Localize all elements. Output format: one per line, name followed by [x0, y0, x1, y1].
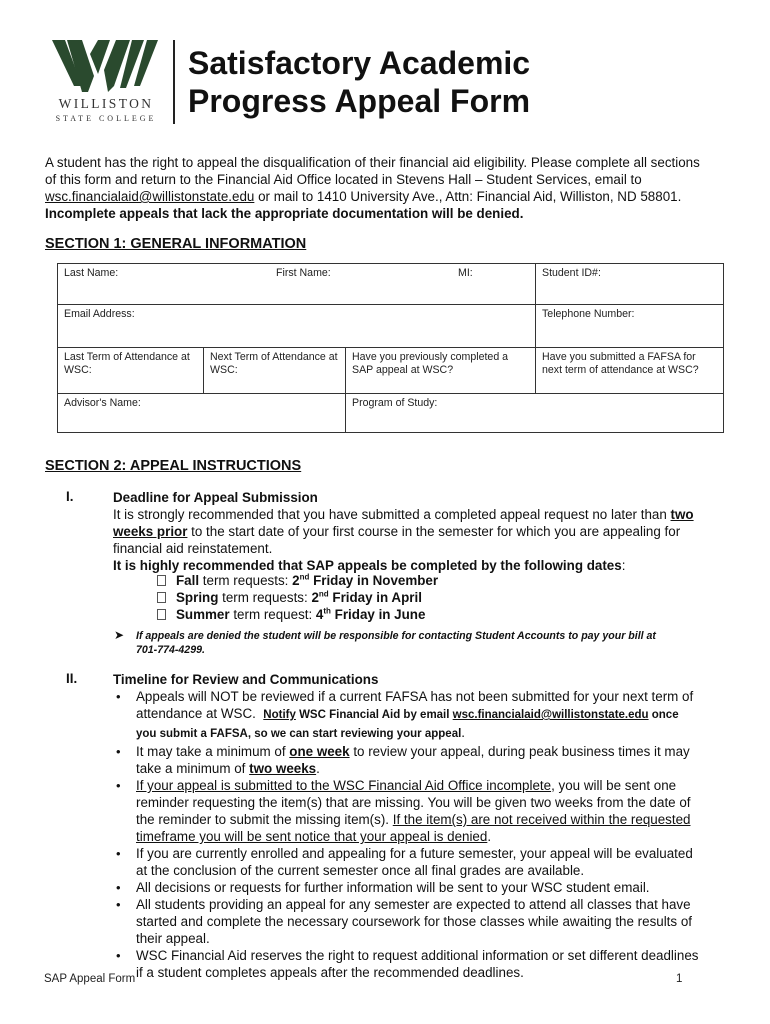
text-line — [136, 777, 736, 794]
general-information-table — [57, 263, 724, 433]
page-number: 1 — [676, 973, 683, 985]
checkbox-icon[interactable] — [157, 592, 166, 603]
term-name: Fall — [176, 573, 200, 588]
list-item — [116, 947, 736, 981]
intro-warning: Incomplete appeals that lack the appropriate documentation will be denied. — [45, 206, 524, 221]
text-segment: you submit a FAFSA, so we can start reviewing your appeal — [136, 728, 462, 740]
text-segment: If the item(s) are not received within the requested — [392, 812, 691, 827]
advisor-field[interactable] — [58, 394, 346, 433]
section-1-heading: SECTION 1: GENERAL INFORMATION — [45, 236, 307, 252]
bullet-icon: • — [116, 846, 121, 861]
college-logo — [46, 40, 171, 126]
last-term-label: Last Term of Attendance at WSC: — [64, 351, 190, 376]
ordinal-suffix: nd — [299, 572, 310, 582]
list-item — [116, 896, 736, 947]
email-field[interactable] — [58, 305, 536, 348]
note-line: If appeals are denied the student will be responsible for contacting Student Accounts to pay your bill at — [136, 630, 656, 642]
part-1-text — [113, 506, 733, 523]
text-segment: , you will be sent one — [551, 778, 677, 793]
text-segment: Friday in April — [328, 590, 422, 605]
part-1-title: Deadline for Appeal Submission — [113, 490, 318, 505]
text-segment: It may take a minimum of — [136, 744, 290, 759]
list-item — [116, 688, 736, 743]
bullet-icon: • — [116, 778, 121, 793]
header-divider — [173, 40, 175, 124]
program-field[interactable] — [346, 394, 724, 433]
email-label: Email Address: — [64, 308, 135, 320]
text-segment: Friday in June — [330, 607, 426, 622]
text-segment: : — [621, 558, 626, 573]
note-line: 701-774-4299. — [136, 644, 205, 656]
intro-mail-text: or mail to 1410 University Ave., Attn: Financial Aid, Williston, ND 58801. — [254, 189, 682, 204]
text-segment: It is highly recommended that SAP appeals be completed by the following dates — [113, 558, 622, 573]
emphasis-two-weeks: two weeks — [249, 761, 317, 776]
checkbox-icon[interactable] — [157, 609, 166, 620]
previous-sap-label: Have you previously completed a SAP appeal at WSC? — [352, 351, 509, 376]
section-2-heading: SECTION 2: APPEAL INSTRUCTIONS — [45, 458, 302, 474]
deadline-summer — [157, 606, 657, 623]
part-2-title: Timeline for Review and Communications — [113, 672, 379, 687]
previous-sap-field[interactable] — [346, 348, 536, 394]
fafsa-field[interactable] — [536, 348, 724, 394]
financial-aid-email-link-2[interactable]: wsc.financialaid@willistonstate.edu — [452, 709, 649, 721]
title-line-2: Progress Appeal Form — [188, 83, 531, 119]
text-line: started and complete the necessary coursework for those classes while awaiting the results of — [136, 914, 692, 929]
last-term-field[interactable] — [58, 348, 204, 394]
text-line: reminder requesting the item(s) that are missing. You will be given two weeks from the date of — [136, 795, 691, 810]
student-id-label: Student ID#: — [542, 267, 601, 279]
text-segment: 2 — [292, 573, 300, 588]
text-segment: If your appeal is submitted to the WSC Financial Aid Office incomplete — [136, 778, 552, 793]
text-segment: 4 — [315, 607, 324, 622]
emphasis-one-week: one week — [289, 744, 350, 759]
text-segment: the reminder to submit the missing item(s). — [136, 812, 393, 827]
bullet-icon: • — [116, 948, 121, 963]
text-line: All decisions or requests for further information will be sent to your WSC student email. — [136, 880, 650, 895]
text-line — [136, 811, 736, 828]
text-segment: take a minimum of — [136, 761, 250, 776]
part-1-text — [113, 523, 733, 540]
text-segment: timeframe you will be sent notice that your appeal is denied — [136, 829, 488, 844]
text-segment: attendance at WSC. — [136, 706, 264, 721]
list-item — [116, 777, 736, 845]
text-line — [136, 760, 736, 777]
notify-emphasis: Notify — [263, 709, 296, 721]
text-segment: Friday in November — [309, 573, 439, 588]
text-segment: term requests: — [218, 590, 312, 605]
telephone-field[interactable] — [536, 305, 724, 348]
text-segment: WSC Financial Aid by email — [295, 709, 453, 721]
program-label: Program of Study: — [352, 397, 438, 409]
emphasis-two: two — [670, 507, 694, 522]
part-1-body — [113, 489, 733, 574]
part-2-numeral: II. — [66, 671, 78, 686]
w-logo-mark-icon — [52, 40, 162, 92]
text-segment: 2 — [311, 590, 319, 605]
emphasis-weeks-prior: weeks prior — [113, 524, 188, 539]
text-line: if a student completes appeals after the recommended deadlines. — [136, 965, 524, 980]
bullet-icon: • — [116, 897, 121, 912]
intro-line: A student has the right to appeal the disqualification of their financial aid eligibility. Please complete all sections — [45, 155, 700, 170]
part-2-list — [116, 688, 736, 981]
text-line — [136, 743, 736, 760]
list-item — [116, 743, 736, 777]
first-name-label: First Name: — [276, 267, 331, 279]
text-line: All students providing an appeal for any semester are expected to attend all classes that have — [136, 897, 691, 912]
list-item — [116, 845, 736, 879]
intro-line: of this form and return to the Financial Aid Office located in Stevens Hall – Student Services, email to — [45, 172, 642, 187]
text-segment: once — [648, 709, 679, 721]
list-item — [116, 879, 736, 896]
text-line: Appeals will NOT be reviewed if a current FAFSA has not been submitted for your next term of — [136, 689, 694, 704]
text-line: WSC Financial Aid reserves the right to request additional information or set different deadlines — [136, 948, 699, 963]
name-row[interactable] — [58, 264, 536, 305]
bullet-icon: • — [116, 689, 121, 704]
next-term-field[interactable] — [204, 348, 346, 394]
deadline-list — [157, 572, 657, 623]
logo-subtitle: STATE COLLEGE — [55, 114, 157, 123]
financial-aid-email-link[interactable]: wsc.financialaid@willistonstate.edu — [45, 189, 255, 204]
footer-form-name: SAP Appeal Form — [44, 973, 136, 985]
telephone-label: Telephone Number: — [542, 308, 635, 320]
text-line: their appeal. — [136, 931, 210, 946]
text-segment: . — [316, 761, 320, 776]
last-name-label: Last Name: — [64, 267, 119, 279]
next-term-label: Next Term of Attendance at WSC: — [210, 351, 338, 376]
title-line-1: Satisfactory Academic — [188, 45, 531, 81]
text-line: If you are currently enrolled and appealing for a future semester, your appeal will be evaluated — [136, 846, 693, 861]
ordinal-suffix: nd — [318, 589, 329, 599]
term-name: Summer — [176, 607, 230, 622]
text-line: at the conclusion of the current semester once all final grades are available. — [136, 863, 585, 878]
advisor-label: Advisor's Name: — [64, 397, 141, 409]
text-segment: . — [461, 725, 466, 740]
term-name: Spring — [176, 590, 219, 605]
part-1-numeral: I. — [66, 489, 74, 504]
checkbox-icon[interactable] — [157, 575, 166, 586]
text-segment: term request: — [229, 607, 316, 622]
text-segment: term requests: — [199, 573, 293, 588]
ordinal-suffix: th — [323, 606, 331, 616]
text-segment: to the start date of your first course in the semester for which you are appealing for — [187, 524, 681, 539]
page-title — [188, 44, 530, 120]
intro-paragraph — [45, 154, 735, 222]
text-segment: to review your appeal, during peak business times it may — [349, 744, 690, 759]
fafsa-label: Have you submitted a FAFSA for next term of attendance at WSC? — [542, 351, 699, 376]
denial-note — [136, 629, 656, 657]
text-segment: It is strongly recommended that you have submitted a completed appeal request no later than — [113, 507, 671, 522]
deadline-spring — [157, 589, 657, 606]
arrow-bullet-icon: ➤ — [114, 628, 125, 642]
deadline-fall — [157, 572, 657, 589]
bullet-icon: • — [116, 744, 121, 759]
intro-line — [45, 188, 735, 205]
text-line — [136, 705, 736, 724]
logo-name: WILLISTON — [58, 96, 154, 111]
student-id-field[interactable] — [536, 264, 724, 305]
part-1-text: financial aid reinstatement. — [113, 541, 273, 556]
bullet-icon: • — [116, 880, 121, 895]
text-segment: . — [487, 829, 492, 844]
text-line — [136, 828, 736, 845]
mi-label: MI: — [458, 267, 473, 279]
text-line — [136, 724, 736, 743]
